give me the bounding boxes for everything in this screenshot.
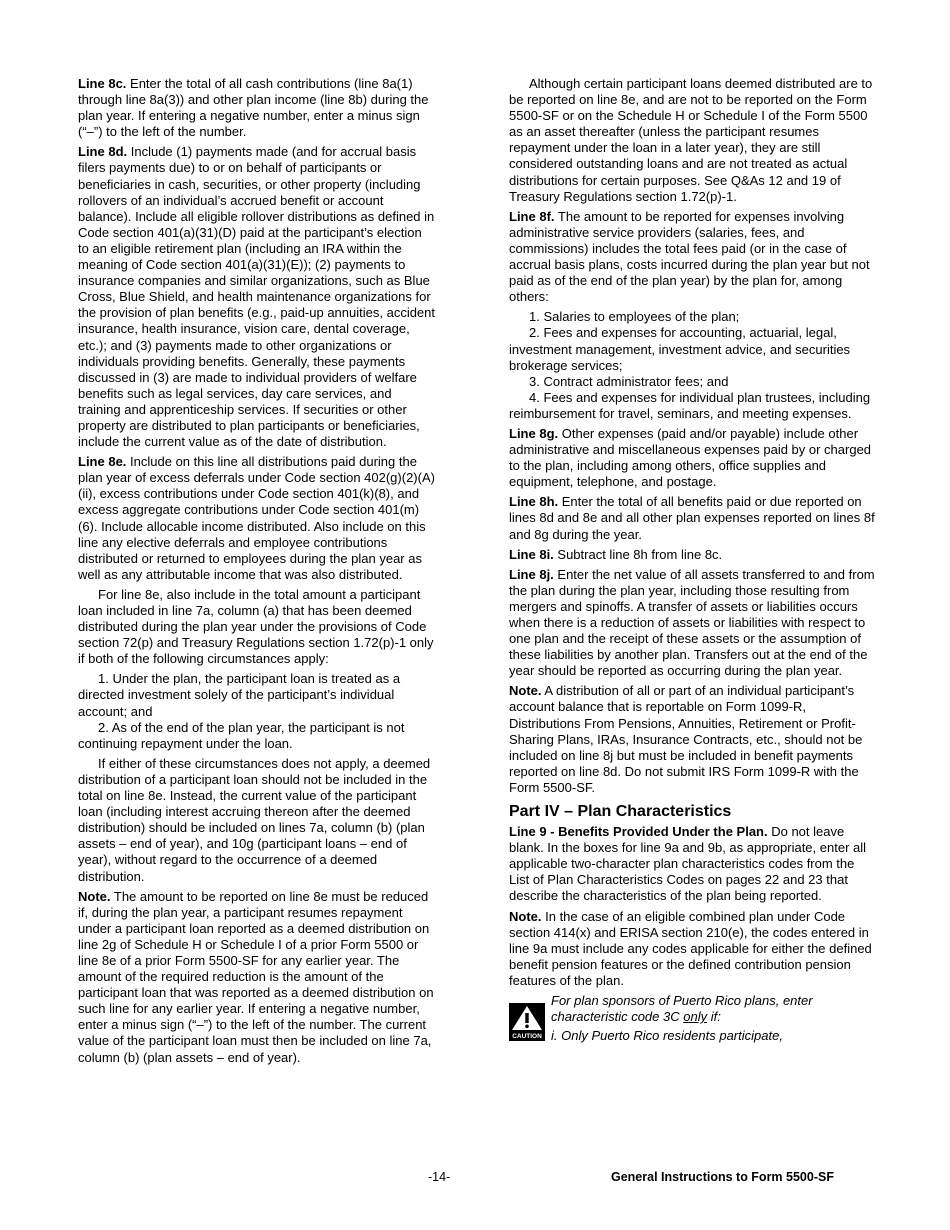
line-8g-label: Line 8g. [509,425,559,441]
line-8j-label: Line 8j. [509,566,554,582]
caution-icon [509,1003,545,1041]
note-label: Note. [509,683,542,699]
line-8i-paragraph: Line 8i. Subtract line 8h from line 8c. [509,546,723,562]
note-label: Note. [78,888,111,904]
line-8f-label: Line 8f. [509,208,555,224]
line-8j-paragraph: Line 8j. Enter the net value of all assets transferred to and from the plan during the plan year, including those resulting from mergers and spinoffs. A transfer of assets or liabilities occurs when there is a reduction of assets or liabilities with respect to one plan and the receipt of these assets or the assumption of these liabilities by another plan. Transfers out at the end of the year should be reported as occurring during the plan year. [509,566,875,679]
line-8e-loan-paragraph: For line 8e, also include in the total amount a participant loan included in line 7a, column (a) that has been deemed distributed during the plan year under the provisions of Code section 72(p) and Treasury Regulations section 1.72(p)-1 only if both of the following circumstances apply: [78,586,434,667]
line-8e-note-paragraph: Note. The amount to be reported on line 8e must be reduced if, during the plan year, a participant resumes repayment under a participant loan reported as a deemed distribution on line 2g of Schedule H or Schedule I of a prior Form 5500 or line 8e of a prior Form 5500-SF for any earlier year. The amount of the required reduction is the amount of the participant loan that was reported as a deemed distribution on such line for any earlier year. If entering a negative number, enter a minus sign (“–”) to the left of the number. The current value of the participant loan must then be included on line 7a, column (b) (plan assets – end of year). [78,888,434,1065]
loans-intro-paragraph: Although certain participant loans deemed distributed are to be reported on line 8e, and are not to be reported on the Form 5500-SF or on the Schedule H or Schedule I of the Form 5500 as an asset thereafter (unless the participant resumes repayment under the loan in a later year), they are still considered outstanding loans and are not treated as actual distributions for certain purposes. See Q&As 12 and 19 of Treasury Regulations section 1.72(p)-1. [509,76,873,204]
note-label: Note. [509,908,542,924]
list-item: 3. Contract administrator fees; and [529,373,729,389]
line-9-label: Line 9 - Benefits Provided Under the Plan. [509,824,768,840]
line-8c-label: Line 8c. [78,76,127,91]
line-8i-label: Line 8i. [509,546,554,562]
list-item: 1. Salaries to employees of the plan; [529,309,740,325]
line-8f-paragraph: Line 8f. The amount to be reported for expenses involving administrative service providers (salaries, fees, and commissions) includes the total fees paid (or in the case of accrual basis plans, costs incurred during the plan year but not paid as of the end of the plan year) by the plan for, among others: [509,208,870,305]
line-8h-paragraph: Line 8h. Enter the total of all benefits paid or due reported on lines 8d and 8e and all other plan expenses reported on lines 8f and 8g during the year. [509,494,875,542]
list-item: 1. Under the plan, the participant loan is treated as a directed investment solely of the participant’s individual account; and [78,671,401,719]
line-8d-label: Line 8d. [78,144,128,160]
caution-icon-label: CAUTION [512,1032,542,1040]
list-item: 2. As of the end of the plan year, the participant is not continuing repayment under the loan. [78,719,405,751]
line-8e-label: Line 8e. [78,454,127,470]
right-column [509,76,875,1047]
line-9-note-paragraph: Note. In the case of an eligible combined plan under Code section 414(x) and ERISA section 210(e), the codes entered in line 9a must include any codes applicable for either the defined benefit pension features or the defined contribution pension features of the plan. [509,908,872,988]
list-item: 4. Fees and expenses for individual plan trustees, including reimbursement for travel, seminars, and meeting expenses. [509,389,871,421]
list-item: 2. Fees and expenses for accounting, actuarial, legal, investment management, investment advice, and securities brokerage services; [509,325,851,373]
caution-only-emphasis: only [683,1009,708,1025]
line-8h-label: Line 8h. [509,494,559,510]
line-8d-paragraph: Line 8d. Include (1) payments made (and for accrual basis filers payments due) to or on behalf of participants or beneficiaries in cash, securities, or other property (including rollovers of an individual’s accrued benefit or account balance). Include all eligible rollover distributions as defined in Code section 401(a)(31)(D) paid at the participant’s election to an eligible retirement plan (including an IRA within the meaning of Code section 401(a)(31)(E)); (2) payments to insurance companies and similar organizations, such as Blue Cross, Blue Shield, and health maintenance organizations for the provision of plan benefits (e.g., paid-up annuities, accident insurance, health insurance, vision care, dental coverage, etc.); and (3) payments made to other organizations or individuals providing benefits. Generally, these payments discussed in (3) are made to individual providers of welfare benefits such as legal services, day care services, and training and apprenticeship services. If securities or other property are distributed to plan participants or beneficiaries, include the current value as of the date of distribution. [78,144,436,450]
caution-list-item: i. Only Puerto Rico residents participate, [551,1028,783,1044]
caution-text [551,993,875,1047]
footer-title: General Instructions to Form 5500-SF [611,1170,834,1184]
caution-block [509,993,875,1047]
line-8g-paragraph: Line 8g. Other expenses (paid and/or payable) include other administrative and miscellaneous expenses paid by or charged to the plan, including among others, office supplies and equipment, telephone, and postage. [509,425,872,490]
page-number: -14- [428,1170,451,1184]
line-8e-paragraph: Line 8e. Include on this line all distributions paid during the plan year of excess deferrals under Code section 402(g)(2)(A)(ii), excess contributions under Code section 401(k)(8), and excess aggregate contributions under Code section 401(m)(6). Include allocable income distributed. Also include on this line any elective deferrals and employee contributions distributed or returned to employees during the plan year as well as any attributable income that was also distributed. [78,454,435,582]
left-column [78,76,436,1070]
line-8e-circumstances-paragraph: If either of these circumstances does not apply, a deemed distribution of a participant loan should not be included in the total on line 8e. Instead, the current value of the participant loan (including interest accruing thereon after the deemed distribution) should be included on lines 7a, column (b) (plan assets – end of year), and 10g (participant loans – end of year), without regard to the occurrence of a deemed distribution. [78,755,431,884]
caution-paragraph: For plan sponsors of Puerto Rico plans, enter characteristic code 3C only if: [551,992,813,1025]
line-8j-note-paragraph: Note. A distribution of all or part of an individual participant’s account balance that is reportable on Form 1099-R, Distributions From Pensions, Annuities, Retirement or Profit-Sharing Plans, IRAs, Insurance Contracts, etc., should not be included on line 8j but must be included in benefit payments reported on line 8d. Do not submit IRS Form 1099-R with the Form 5500-SF. [509,683,863,795]
line-9-paragraph: Line 9 - Benefits Provided Under the Plan. Do not leave blank. In the boxes for line 9a and 9b, as appropriate, enter all applicable two-character plan characteristics codes from the List of Plan Characteristics Codes on pages 22 and 23 that describe the characteristics of the plan being reported. [509,824,867,904]
line-8c-paragraph: Line 8c. Enter the total of all cash contributions (line 8a(1) through line 8a(3)) and other plan income (line 8b) during the plan year. If entering a negative number, enter a minus sign (“–”) to the left of the number. [78,76,429,140]
part-iv-heading: Part IV – Plan Characteristics [509,803,732,821]
